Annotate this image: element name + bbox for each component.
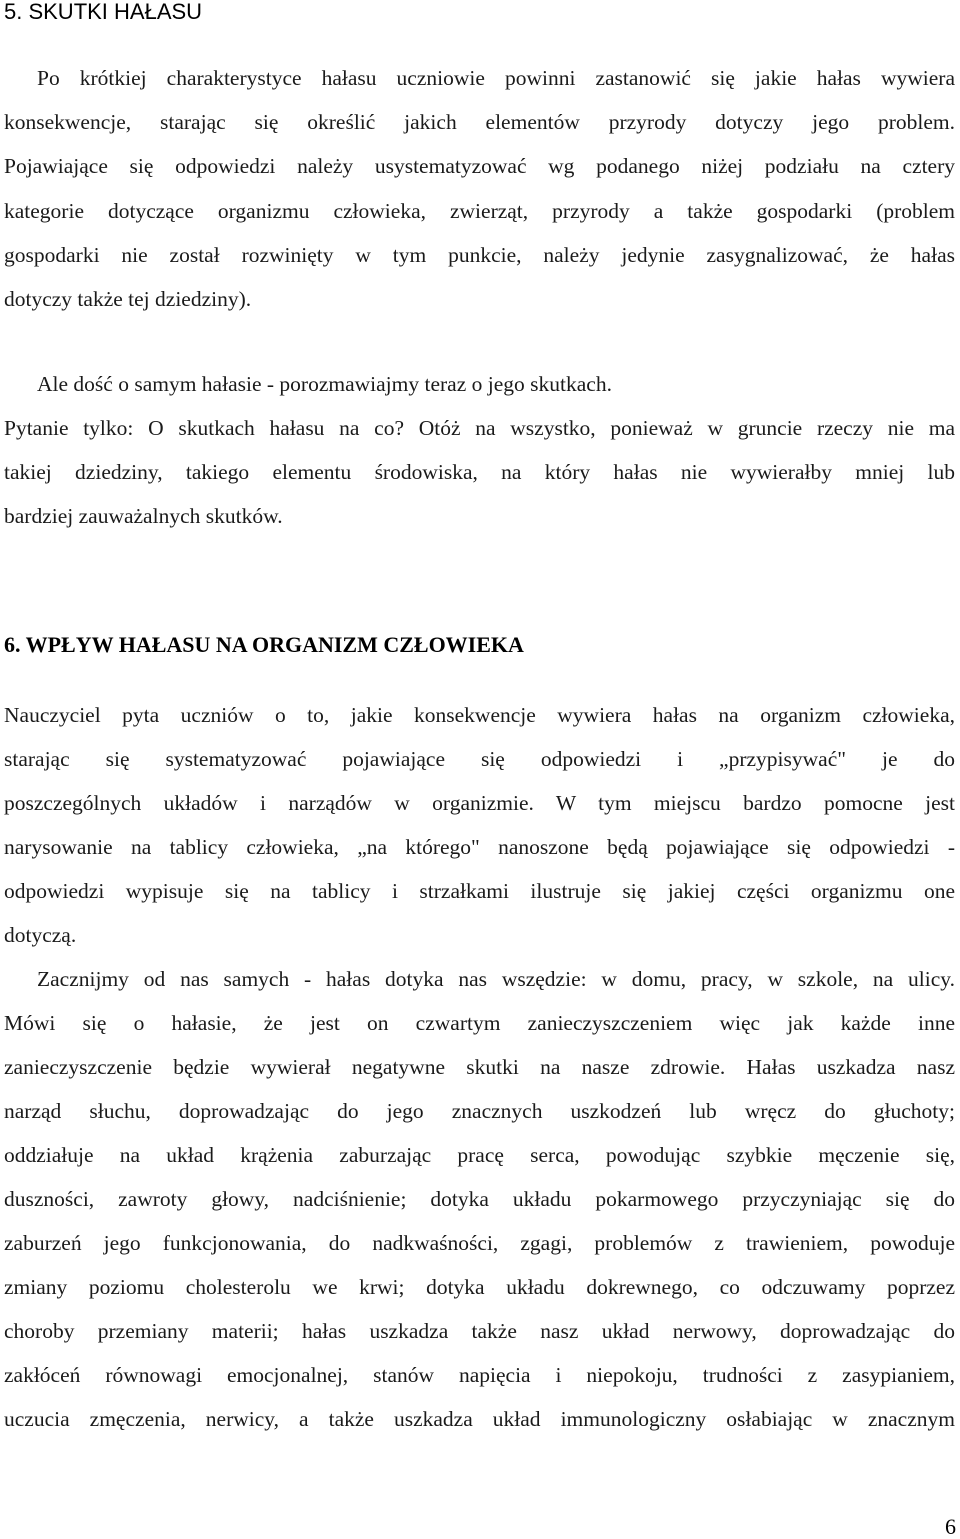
text-line: Ale dość o samym hałasie - porozmawiajmy teraz o jego skutkach.	[37, 372, 612, 396]
text-line: Pytanie tylko: O skutkach hałasu na co? Otóż na wszystko, ponieważ w gruncie rzeczy nie ma	[4, 416, 955, 440]
text-line: poszczególnych układów i narządów w organizmie. W tym miejscu bardzo pomocne jest	[4, 791, 955, 815]
text-line: Zacznijmy od nas samych - hałas dotyka nas wszędzie: w domu, pracy, w szkole, na ulicy.	[37, 967, 955, 991]
text-line: dotyczą.	[4, 923, 77, 947]
text-line: dotyczy także tej dziedziny).	[4, 287, 252, 311]
text-line: konsekwencje, starając się określić jakich elementów przyrody dotyczy jego problem.	[4, 110, 955, 134]
text-line: zmiany poziomu cholesterolu we krwi; dotyka układu dokrewnego, co odczuwamy poprzez	[4, 1275, 955, 1299]
text-line: Nauczyciel pyta uczniów o to, jakie konsekwencje wywiera hałas na organizm człowieka,	[4, 703, 955, 727]
page-number: 6	[945, 1514, 956, 1539]
text-line: zakłóceń równowagi emocjonalnej, stanów napięcia i niepokoju, trudności z zasypianiem,	[4, 1363, 955, 1387]
text-line: kategorie dotyczące organizmu człowieka, zwierząt, przyrody a także gospodarki (problem	[4, 199, 955, 223]
text-line: narząd słuchu, doprowadzając do jego znacznych uszkodzeń lub wręcz do głuchoty;	[4, 1099, 955, 1123]
text-line: Pojawiające się odpowiedzi należy usystematyzować wg podanego niżej podziału na cztery	[4, 154, 955, 178]
text-line: bardziej zauważalnych skutków.	[4, 504, 283, 528]
text-line: zaburzeń jego funkcjonowania, do nadkwaśności, zgagi, problemów z trawieniem, powoduje	[4, 1231, 955, 1255]
text-line: choroby przemiany materii; hałas uszkadza także nasz układ nerwowy, doprowadzając do	[4, 1319, 955, 1343]
text-line: Mówi się o hałasie, że jest on czwartym zanieczyszczeniem więc jak każde inne	[4, 1011, 955, 1035]
text-line: oddziałuje na układ krążenia zaburzając pracę serca, powodując szybkie męczenie się,	[4, 1143, 955, 1167]
text-line: duszności, zawroty głowy, nadciśnienie; dotyka układu pokarmowego przyczyniając się do	[4, 1187, 955, 1211]
section-6-heading: 6. WPŁYW HAŁASU NA ORGANIZM CZŁOWIEKA	[4, 632, 524, 657]
text-line: zanieczyszczenie będzie wywierał negatywne skutki na nasze zdrowie. Hałas uszkadza nasz	[4, 1055, 955, 1079]
text-line: starając się systematyzować pojawiające się odpowiedzi i „przypisywać" je do	[4, 747, 955, 771]
text-line: narysowanie na tablicy człowieka, „na którego" nanoszone będą pojawiające się odpowiedzi -	[4, 835, 955, 859]
section-5-heading: 5. SKUTKI HAŁASU	[4, 0, 203, 24]
text-line: odpowiedzi wypisuje się na tablicy i strzałkami ilustruje się jakiej części organizmu one	[4, 879, 955, 903]
text-line: gospodarki nie został rozwinięty w tym punkcie, należy jedynie zasygnalizować, że hałas	[4, 243, 955, 267]
text-line: takiej dziedziny, takiego elementu środowiska, na który hałas nie wywierałby mniej lub	[4, 460, 955, 484]
text-line: uczucia zmęczenia, nerwicy, a także uszkadza układ immunologiczny osłabiając w znacznym	[4, 1407, 955, 1431]
text-line: Po krótkiej charakterystyce hałasu uczniowie powinni zastanowić się jakie hałas wywiera	[37, 66, 955, 90]
